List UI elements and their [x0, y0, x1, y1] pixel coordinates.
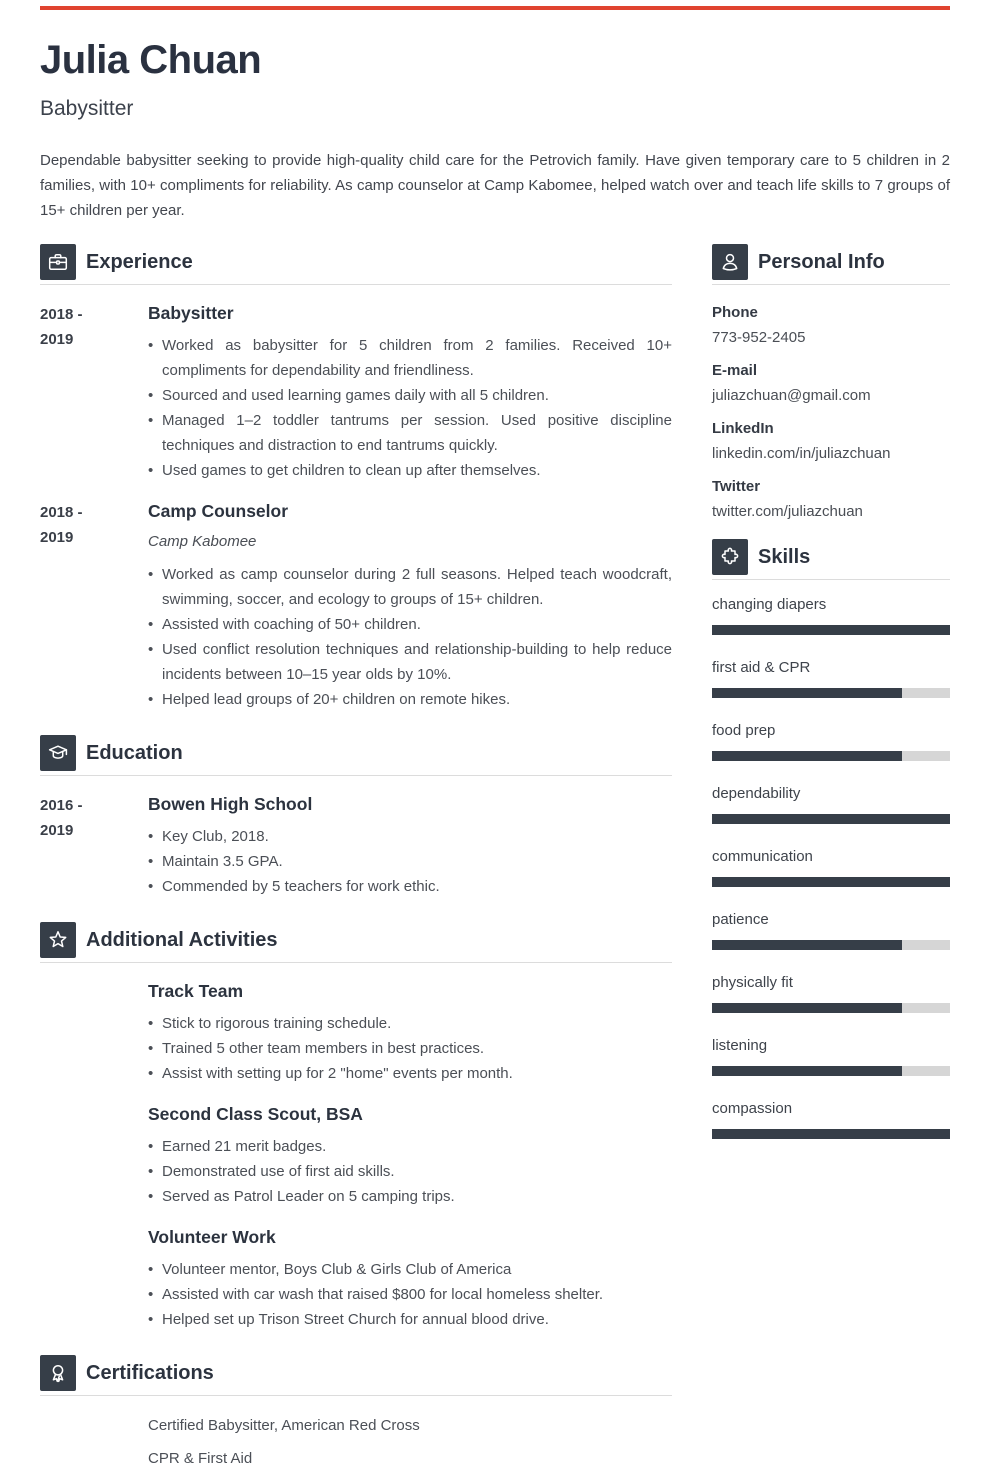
skill-item — [712, 1036, 950, 1076]
skill-name: communication — [712, 848, 813, 865]
skill-name: listening — [712, 1037, 768, 1054]
bullet-text: Earned 21 merit badges. — [162, 1138, 327, 1155]
entry-dates — [40, 980, 148, 1086]
section-title: Certifications — [86, 1361, 214, 1384]
contact-field — [712, 474, 950, 524]
bullet-marker: • — [148, 462, 154, 479]
skill-name: changing diapers — [712, 596, 827, 613]
entry-body — [148, 1413, 672, 1479]
bullet-text: Maintain 3.5 GPA. — [162, 853, 283, 870]
personal-info-fields — [712, 285, 950, 524]
contact-value: twitter.com/juliazchuan — [712, 503, 863, 520]
skill-level-bar — [712, 940, 950, 950]
bullet-marker: • — [148, 1286, 154, 1303]
skill-level-fill — [712, 751, 902, 761]
section-divider — [40, 1395, 672, 1396]
bullet-text: Served as Patrol Leader on 5 camping trips. — [162, 1188, 455, 1205]
section-certifications — [40, 1355, 672, 1479]
entry — [40, 500, 672, 712]
bullet-text: Sourced and used learning games daily with all 5 children. — [162, 387, 549, 404]
entry-body — [148, 980, 672, 1086]
skill-item — [712, 595, 950, 635]
bullet-text: Assisted with car wash that raised $800 for local homeless shelter. — [162, 1286, 604, 1303]
bullet-item — [148, 1036, 672, 1061]
bullet-item — [148, 1184, 672, 1209]
top-accent-bar — [40, 6, 950, 10]
skill-item — [712, 784, 950, 824]
bullet-marker: • — [148, 1138, 154, 1155]
bullet-item — [148, 333, 672, 383]
skill-item — [712, 973, 950, 1013]
bullet-text: Used games to get children to clean up after themselves. — [162, 462, 541, 479]
section-divider — [40, 775, 672, 776]
contact-value: 773-952-2405 — [712, 329, 806, 346]
skill-level-bar — [712, 625, 950, 635]
bullet-text: Used conflict resolution techniques and relationship-building to help reduce incidents between 10–15 year olds by 10%. — [162, 641, 672, 683]
section-header-education — [40, 735, 672, 771]
bullet-marker: • — [148, 828, 154, 845]
section-additional-activities — [40, 922, 672, 1332]
section-title: Personal Info — [758, 250, 885, 273]
bullet-item — [148, 383, 672, 408]
bullet-marker: • — [148, 853, 154, 870]
skill-name: compassion — [712, 1100, 793, 1117]
entry-body — [148, 302, 672, 483]
bullet-marker: • — [148, 641, 154, 658]
star-icon — [40, 922, 76, 958]
bullet-text: Helped lead groups of 20+ children on remote hikes. — [162, 691, 511, 708]
skill-level-fill — [712, 1003, 902, 1013]
section-title: Additional Activities — [86, 928, 278, 951]
bullet-text: Helped set up Trison Street Church for annual blood drive. — [162, 1311, 549, 1328]
bullet-item — [148, 687, 672, 712]
entry-title: Camp Counselor — [148, 501, 289, 521]
contact-value: juliazchuan@gmail.com — [712, 387, 871, 404]
candidate-job-title: Babysitter — [40, 97, 134, 120]
skill-name: first aid & CPR — [712, 659, 811, 676]
section-divider — [40, 962, 672, 963]
section-header-skills — [712, 539, 950, 575]
bullet-text: Trained 5 other team members in best practices. — [162, 1040, 485, 1057]
entry-title: Second Class Scout, BSA — [148, 1104, 363, 1124]
entry-title: Bowen High School — [148, 794, 313, 814]
skills-list — [712, 580, 950, 1139]
skill-name: dependability — [712, 785, 801, 802]
skill-level-fill — [712, 625, 950, 635]
bullet-marker: • — [148, 566, 154, 583]
skill-level-bar — [712, 688, 950, 698]
contact-field — [712, 358, 950, 408]
bullet-text: Worked as camp counselor during 2 full seasons. Helped teach woodcraft, swimming, soccer, and ecology to groups of 15+ children. — [162, 566, 672, 608]
entry-dates — [40, 793, 148, 899]
bullet-text: Stick to rigorous training schedule. — [162, 1015, 392, 1032]
section-title: Skills — [758, 545, 811, 568]
skill-name: patience — [712, 911, 769, 928]
section-header-personal-info — [712, 244, 950, 280]
entry-title: Volunteer Work — [148, 1227, 276, 1247]
contact-field — [712, 300, 950, 350]
bullet-marker: • — [148, 1261, 154, 1278]
bullet-marker: • — [148, 412, 154, 429]
candidate-name: Julia Chuan — [40, 38, 262, 82]
skill-level-fill — [712, 1066, 902, 1076]
bullet-item — [148, 824, 672, 849]
bullet-marker: • — [148, 1188, 154, 1205]
contact-value: linkedin.com/in/juliazchuan — [712, 445, 891, 462]
briefcase-icon — [40, 244, 76, 280]
bullet-marker: • — [148, 387, 154, 404]
bullet-marker: • — [148, 337, 154, 354]
skill-level-bar — [712, 877, 950, 887]
medal-icon — [40, 1355, 76, 1391]
certification-line: Certified Babysitter, American Red Cross — [148, 1417, 420, 1434]
bullet-marker: • — [148, 616, 154, 633]
section-header-additional-activities — [40, 922, 672, 958]
bullet-marker: • — [148, 878, 154, 895]
bullet-text: Worked as babysitter for 5 children from 2 families. Received 10+ compliments for dependability and friendliness. — [162, 337, 672, 379]
entry-title: Babysitter — [148, 303, 234, 323]
skill-level-fill — [712, 688, 902, 698]
skill-level-bar — [712, 1003, 950, 1013]
bullet-text: Commended by 5 teachers for work ethic. — [162, 878, 440, 895]
entry-body — [148, 793, 672, 899]
skill-item — [712, 910, 950, 950]
bullet-text: Managed 1–2 toddler tantrums per session. Used positive discipline techniques and distraction to end tantrums quickly. — [162, 412, 672, 454]
entry-dates — [40, 302, 148, 483]
section-header-certifications — [40, 1355, 672, 1391]
person-icon — [712, 244, 748, 280]
contact-label: Phone — [712, 304, 758, 321]
entry — [40, 1103, 672, 1209]
contact-label: E-mail — [712, 362, 758, 379]
entry-dates — [40, 1413, 148, 1479]
entry-date-start: 2018 - — [40, 504, 83, 521]
entry — [40, 302, 672, 483]
two-column-layout — [40, 244, 950, 1479]
bullet-item — [148, 1282, 672, 1307]
main-column — [40, 244, 672, 1479]
skill-level-fill — [712, 814, 950, 824]
bullet-item — [148, 1159, 672, 1184]
graduation-cap-icon — [40, 735, 76, 771]
contact-label: Twitter — [712, 478, 761, 495]
bullet-marker: • — [148, 1065, 154, 1082]
skill-level-fill — [712, 940, 902, 950]
skill-name: food prep — [712, 722, 776, 739]
section-education — [40, 735, 672, 899]
bullet-item — [148, 1307, 672, 1332]
section-skills — [712, 539, 950, 1139]
bullet-item — [148, 1011, 672, 1036]
bullet-item — [148, 458, 672, 483]
entry-date-start: 2018 - — [40, 306, 83, 323]
skill-item — [712, 847, 950, 887]
entry — [40, 1413, 672, 1479]
bullet-text: Key Club, 2018. — [162, 828, 269, 845]
bullet-text: Demonstrated use of first aid skills. — [162, 1163, 395, 1180]
skill-level-bar — [712, 1066, 950, 1076]
entry — [40, 980, 672, 1086]
bullet-item — [148, 1134, 672, 1159]
entry-dates — [40, 1226, 148, 1332]
bullet-marker: • — [148, 1015, 154, 1032]
entry — [40, 793, 672, 899]
bullet-item — [148, 562, 672, 612]
bullet-item — [148, 637, 672, 687]
bullet-marker: • — [148, 1040, 154, 1057]
bullet-marker: • — [148, 691, 154, 708]
skill-item — [712, 1099, 950, 1139]
entry-title: Track Team — [148, 981, 244, 1001]
skill-level-bar — [712, 814, 950, 824]
section-divider — [40, 284, 672, 285]
skill-level-bar — [712, 751, 950, 761]
sidebar-column — [712, 244, 950, 1479]
skill-level-bar — [712, 1129, 950, 1139]
entry-date-end: 2019 — [40, 822, 74, 839]
skill-item — [712, 658, 950, 698]
bullet-item — [148, 408, 672, 458]
bullet-text: Volunteer mentor, Boys Club & Girls Club of America — [162, 1261, 512, 1278]
contact-label: LinkedIn — [712, 420, 774, 437]
bullet-marker: • — [148, 1163, 154, 1180]
entry-subtitle: Camp Kabomee — [148, 533, 257, 550]
entry-body — [148, 1226, 672, 1332]
summary-paragraph: Dependable babysitter seeking to provide high-quality child care for the Petrovich family. Have given temporary care to 5 children in 2 families, with 10+ compliments for reliability. As camp counselor at Camp Kabomee, helped watch over and teach life skills to 7 groups of 15+ children per year. — [40, 152, 950, 219]
contact-field — [712, 416, 950, 466]
section-title: Experience — [86, 250, 193, 273]
bullet-item — [148, 874, 672, 899]
entry-date-start: 2016 - — [40, 797, 83, 814]
skill-item — [712, 721, 950, 761]
entry — [40, 1226, 672, 1332]
entry-date-end: 2019 — [40, 529, 74, 546]
bullet-item — [148, 1061, 672, 1086]
puzzle-icon — [712, 539, 748, 575]
bullet-item — [148, 849, 672, 874]
entry-dates — [40, 1103, 148, 1209]
section-title: Education — [86, 741, 183, 764]
section-header-experience — [40, 244, 672, 280]
section-personal-info — [712, 244, 950, 524]
entry-body — [148, 1103, 672, 1209]
bullet-text: Assist with setting up for 2 "home" events per month. — [162, 1065, 513, 1082]
entry-body — [148, 500, 672, 712]
skill-level-fill — [712, 1129, 950, 1139]
certification-line: CPR & First Aid — [148, 1450, 253, 1467]
skill-name: physically fit — [712, 974, 793, 991]
section-experience — [40, 244, 672, 712]
bullet-item — [148, 1257, 672, 1282]
bullet-text: Assisted with coaching of 50+ children. — [162, 616, 421, 633]
skill-level-fill — [712, 877, 950, 887]
entry-dates — [40, 500, 148, 712]
bullet-item — [148, 612, 672, 637]
bullet-marker: • — [148, 1311, 154, 1328]
entry-date-end: 2019 — [40, 331, 74, 348]
